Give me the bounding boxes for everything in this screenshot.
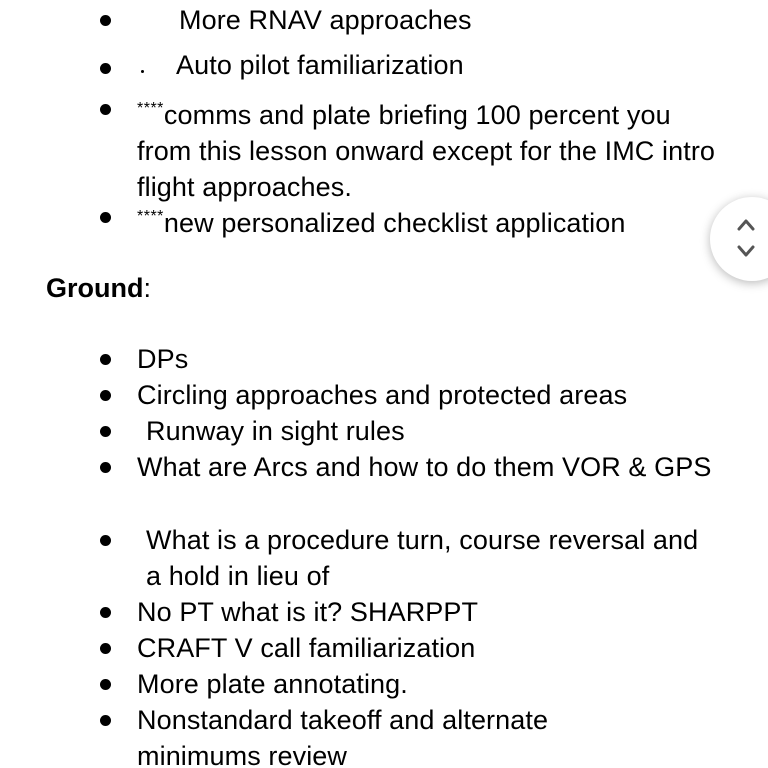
bullet-icon	[100, 212, 111, 223]
bullet-icon	[100, 390, 111, 401]
list-item-text: No PT what is it? SHARPPT	[137, 597, 479, 627]
ground-heading	[46, 270, 151, 306]
bullet-icon	[100, 104, 111, 115]
bullet-icon	[100, 643, 111, 654]
list-item-body: comms and plate briefing 100 percent you from this lesson onward except for the IMC intro flight approaches.	[137, 100, 716, 202]
asterisk-prefix: ****	[137, 208, 164, 225]
ground-heading-colon: :	[143, 273, 151, 303]
bullet-icon	[100, 15, 111, 26]
list-item-text: What is a procedure turn, course reversal and a hold in lieu of	[146, 525, 699, 591]
list-item-text	[137, 91, 717, 205]
bullet-icon	[100, 462, 111, 473]
list-item-text: More RNAV approaches	[179, 5, 472, 35]
list-item-text: What are Arcs and how to do them VOR & GPS	[137, 452, 712, 482]
stray-dot-mark	[141, 70, 144, 73]
list-item-text: DPs	[137, 344, 189, 374]
list-item-text: Nonstandard takeoff and alternate minimums review	[137, 705, 549, 768]
list-item-text: More plate annotating.	[137, 669, 408, 699]
ground-heading-label: Ground	[46, 273, 144, 303]
bullet-icon	[100, 354, 111, 365]
chevron-down-icon[interactable]	[736, 241, 756, 261]
list-item-text: Auto pilot familiarization	[176, 50, 464, 80]
bullet-icon	[100, 715, 111, 726]
chevron-up-icon[interactable]	[736, 215, 756, 235]
bullet-icon	[100, 63, 111, 74]
list-item-text: Runway in sight rules	[146, 416, 405, 446]
list-item-text: CRAFT V call familiarization	[137, 633, 476, 663]
bullet-icon	[100, 535, 111, 546]
list-item-body: new personalized checklist application	[163, 208, 626, 238]
asterisk-prefix: ****	[137, 100, 164, 117]
bullet-icon	[100, 679, 111, 690]
list-item-text: Circling approaches and protected areas	[137, 380, 628, 410]
bullet-icon	[100, 607, 111, 618]
bullet-icon	[100, 426, 111, 437]
list-item-text	[137, 199, 727, 241]
